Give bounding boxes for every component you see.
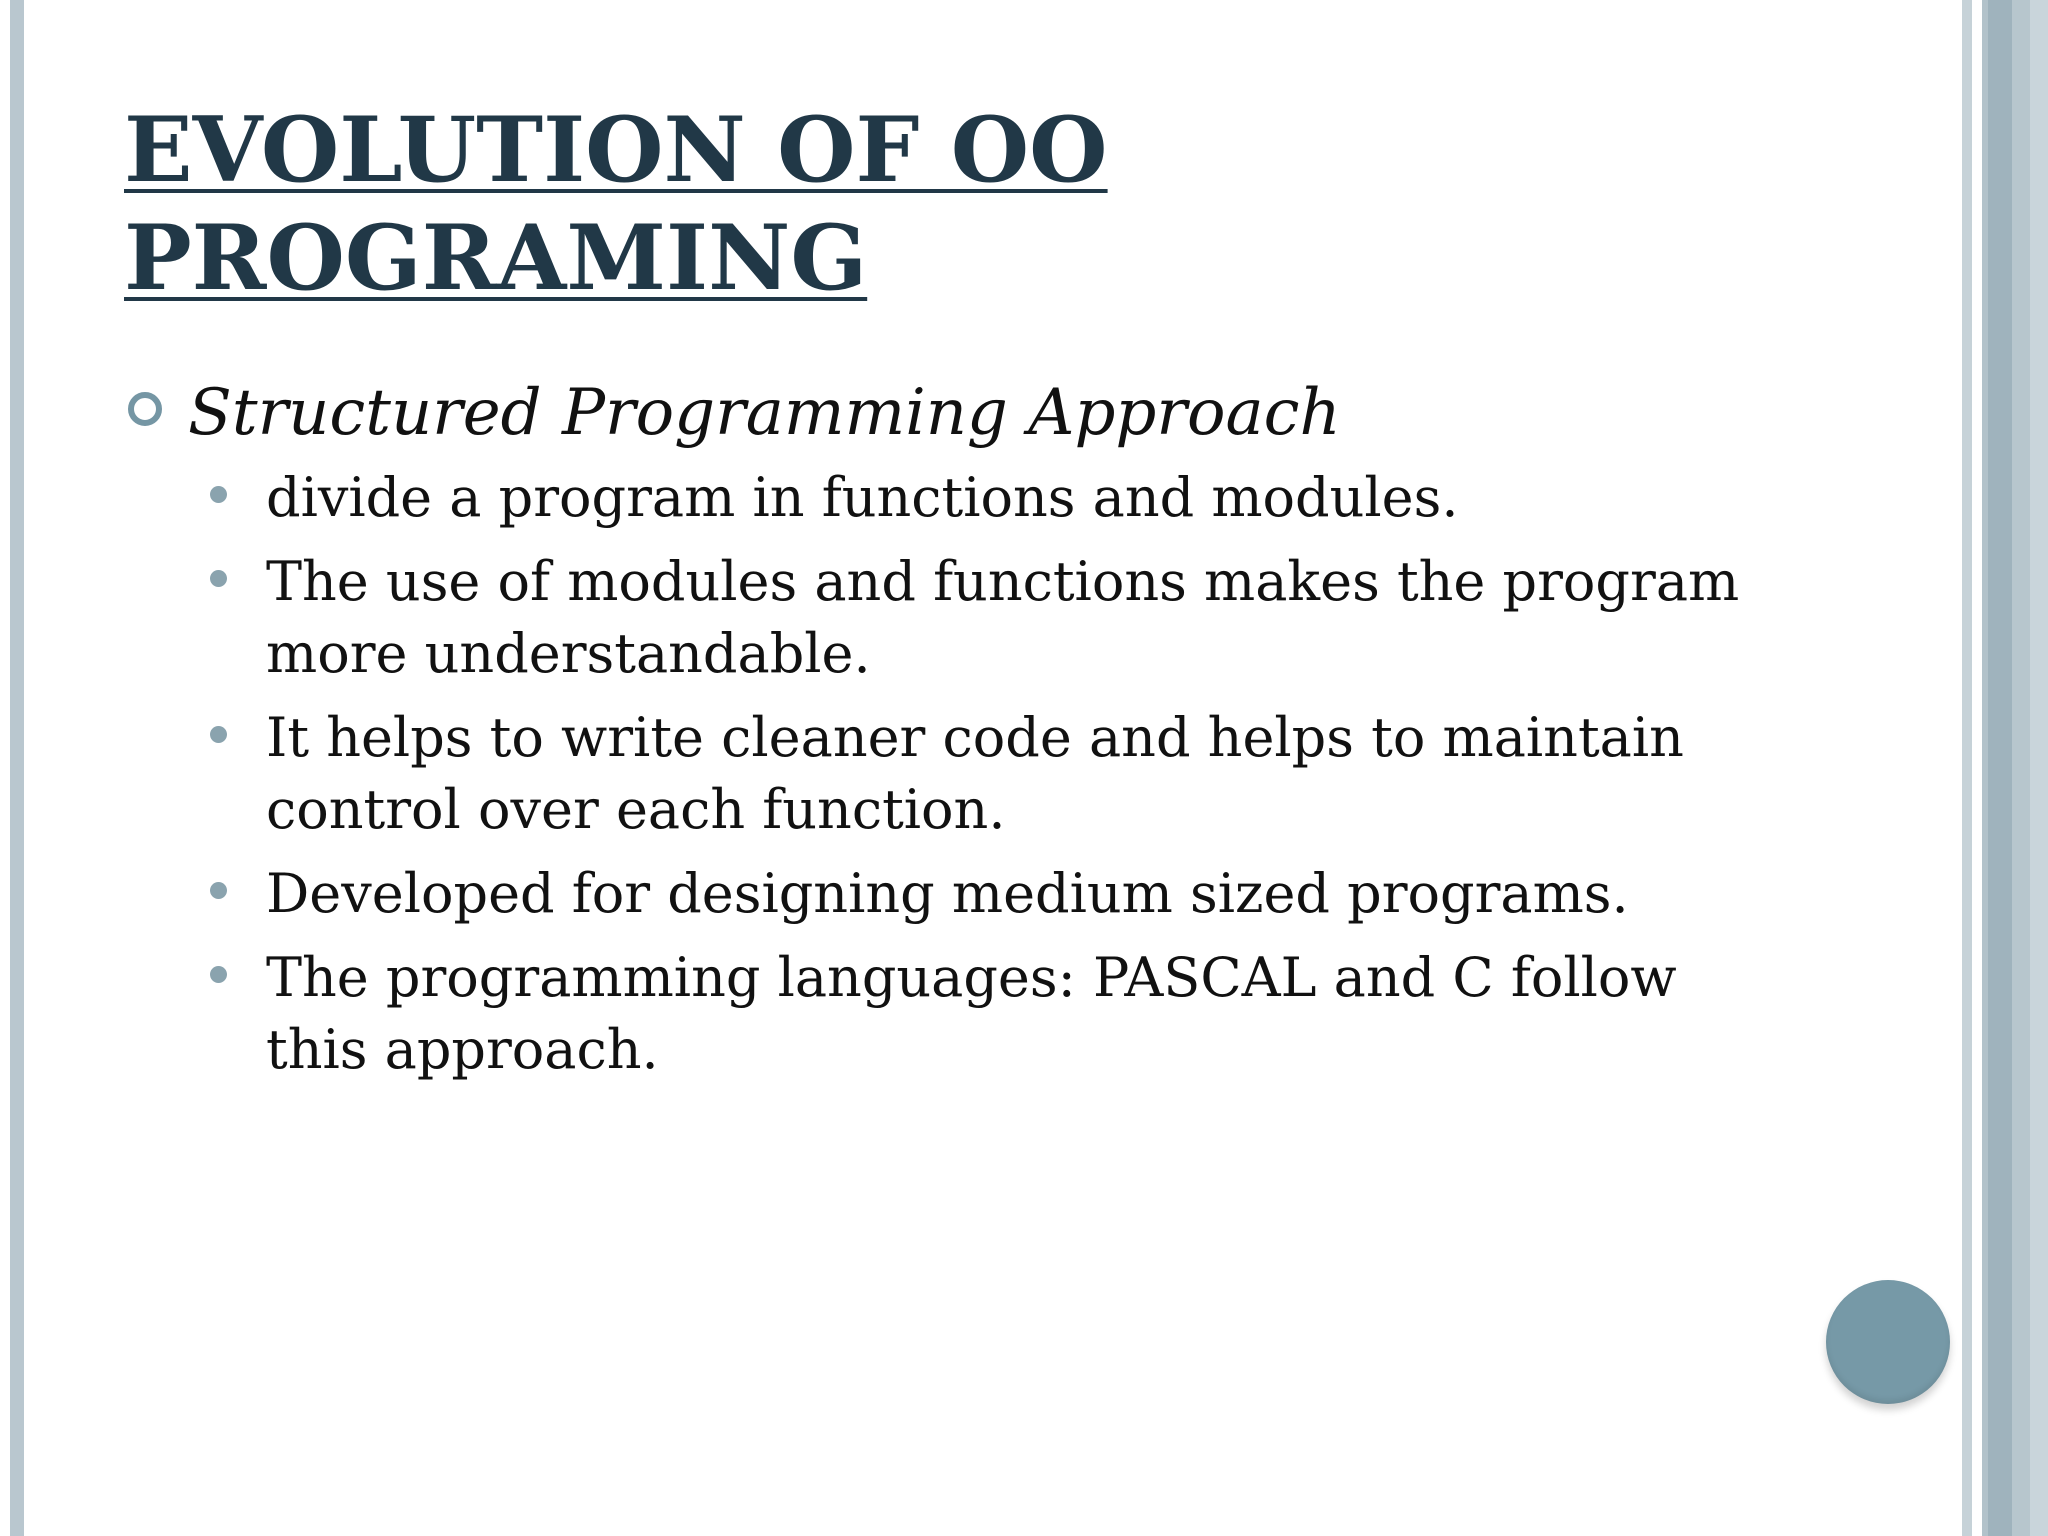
ring-bullet-icon <box>128 392 162 426</box>
bullet-level1 <box>124 368 1764 458</box>
subbullet-text: It helps to write cleaner code and helps to maintain control over each function. <box>266 706 1684 841</box>
slide-body <box>124 368 1764 1098</box>
slide-title: EVOLUTION OF OO PROGRAMING <box>124 97 1108 311</box>
subbullet-text: divide a program in functions and modules. <box>266 466 1459 529</box>
subbullet-list <box>124 462 1764 1086</box>
left-border-bar <box>10 0 24 1536</box>
dot-bullet-icon <box>210 726 227 743</box>
subbullet-text: The programming languages: PASCAL and C follow this approach. <box>266 946 1677 1081</box>
subbullet-item <box>124 546 1764 690</box>
decorative-circle <box>1826 1280 1950 1404</box>
right-border-frame <box>1958 0 2048 1536</box>
subbullet-text: Developed for designing medium sized programs. <box>266 862 1629 925</box>
dot-bullet-icon <box>210 882 227 899</box>
subbullet-item <box>124 858 1764 930</box>
subbullet-item <box>124 942 1764 1086</box>
dot-bullet-icon <box>210 570 227 587</box>
subbullet-item <box>124 462 1764 534</box>
dot-bullet-icon <box>210 966 227 983</box>
dot-bullet-icon <box>210 486 227 503</box>
subbullet-item <box>124 702 1764 846</box>
bullet-level1-text: Structured Programming Approach <box>188 376 1341 450</box>
subbullet-text: The use of modules and functions makes the program more understandable. <box>266 550 1740 685</box>
